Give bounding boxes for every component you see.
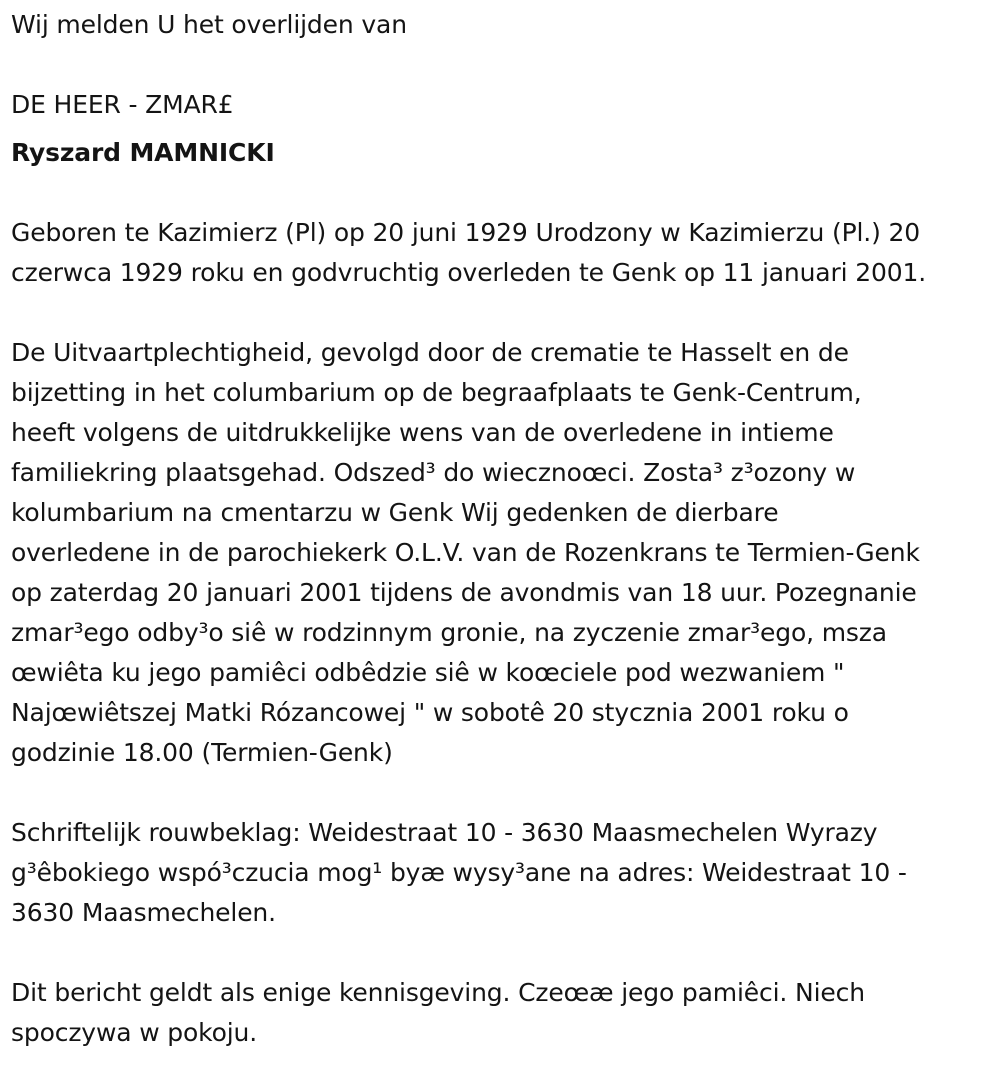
closing-paragraph	[11, 973, 992, 1053]
closing-line: Dit bericht geldt als enige kennisgeving. Czeœæ jego pamiêci. Niech	[11, 978, 865, 1007]
birth-death-paragraph	[11, 213, 992, 293]
ceremony-line: De Uitvaartplechtigheid, gevolgd door de crematie te Hasselt en de	[11, 338, 849, 367]
ceremony-line: bijzetting in het columbarium op de begraafplaats te Genk-Centrum,	[11, 378, 862, 407]
deceased-title: DE HEER - ZMAR£	[11, 90, 234, 119]
deceased-name: Ryszard MAMNICKI	[11, 138, 275, 167]
ceremony-line: overledene in de parochiekerk O.L.V. van de Rozenkrans te Termien-Genk	[11, 538, 920, 567]
condolence-line: Schriftelijk rouwbeklag: Weidestraat 10 - 3630 Maasmechelen Wyrazy	[11, 818, 878, 847]
ceremony-line: familiekring plaatsgehad. Odszed³ do wiecznoœci. Zosta³ z³ozony w	[11, 458, 856, 487]
closing-line: spoczywa w pokoju.	[11, 1018, 258, 1047]
ceremony-line: zmar³ego odby³o siê w rodzinnym gronie, na zyczenie zmar³ego, msza	[11, 618, 887, 647]
ceremony-line: heeft volgens de uitdrukkelijke wens van de overledene in intieme	[11, 418, 834, 447]
ceremony-line: kolumbarium na cmentarzu w Genk Wij gedenken de dierbare	[11, 498, 779, 527]
condolence-paragraph	[11, 813, 992, 933]
ceremony-line: op zaterdag 20 januari 2001 tijdens de avondmis van 18 uur. Pozegnanie	[11, 578, 917, 607]
ceremony-line: godzinie 18.00 (Termien-Genk)	[11, 738, 393, 767]
condolence-line: g³êbokiego wspó³czucia mog¹ byæ wysy³ane na adres: Weidestraat 10 -	[11, 858, 907, 887]
ceremony-line: Najœwiêtszej Matki Rózancowej " w sobotê 20 stycznia 2001 roku o	[11, 698, 849, 727]
condolence-line: 3630 Maasmechelen.	[11, 898, 276, 927]
ceremony-paragraph	[11, 333, 992, 773]
birth-death-line: czerwca 1929 roku en godvruchtig overleden te Genk op 11 januari 2001.	[11, 258, 927, 287]
ceremony-line: œwiêta ku jego pamiêci odbêdzie siê w koœciele pod wezwaniem "	[11, 658, 845, 687]
birth-death-line: Geboren te Kazimierz (Pl) op 20 juni 1929 Urodzony w Kazimierzu (Pl.) 20	[11, 218, 921, 247]
intro-text: Wij melden U het overlijden van	[11, 10, 407, 39]
